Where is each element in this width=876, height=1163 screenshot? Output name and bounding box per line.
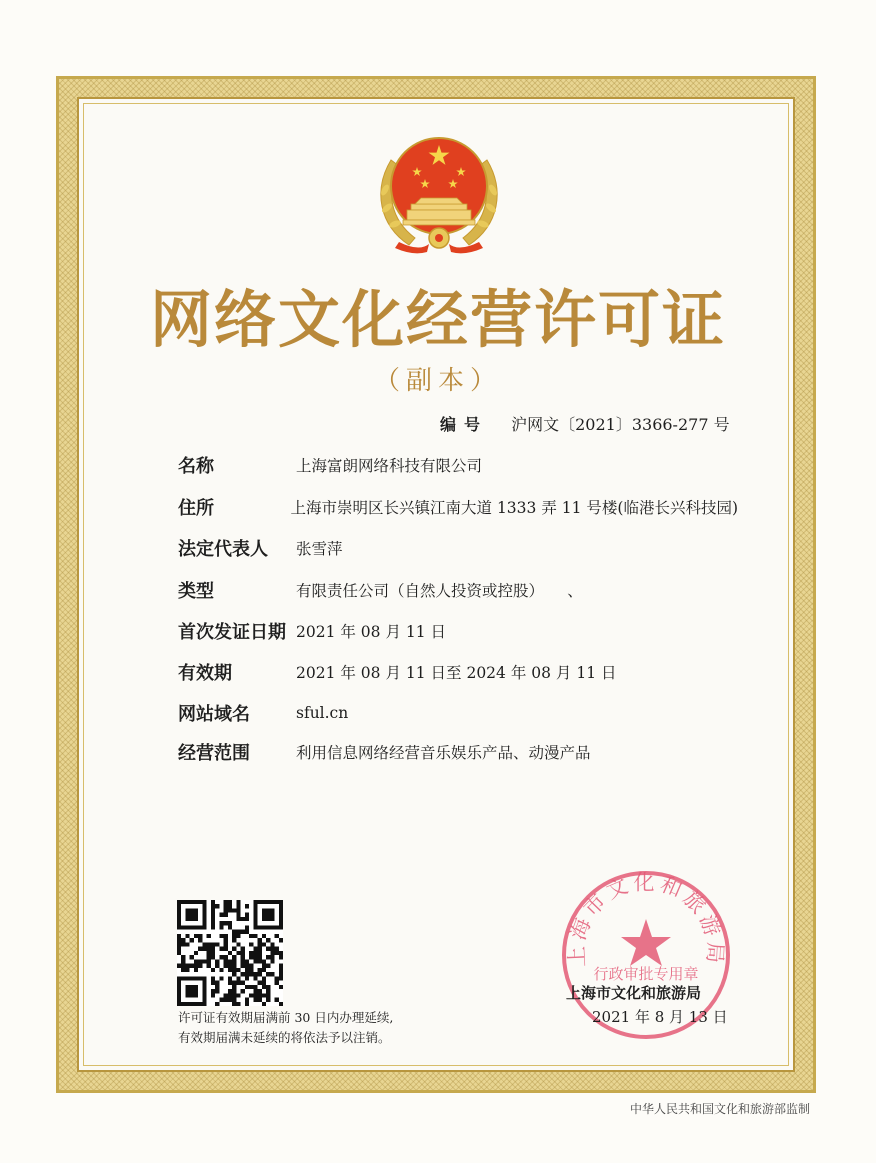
serial-value: 沪网文〔2021〕3366-277 号 [511,415,730,434]
field-validity-period [178,657,738,687]
field-business-scope [178,737,738,767]
field-value: 2021 年 08 月 11 日 [296,623,447,641]
supervisor-footer: 中华人民共和国文化和旅游部监制 [630,1102,811,1116]
seal-arc-text: 上海市文化和旅游局 [564,870,728,968]
field-name [178,450,738,480]
field-value: 张雪萍 [296,540,343,558]
field-website-domain [178,698,738,728]
qr-code-icon [177,900,283,1006]
field-value: 上海市崇明区长兴镇江南大道 1333 弄 11 号楼(临港长兴科技园) [290,499,738,517]
serial-number [440,412,730,435]
field-address [178,492,738,522]
field-label: 网站域名 [178,704,250,725]
national-emblem-icon [369,120,509,260]
issuing-authority: 上海市文化和旅游局 [566,984,702,1002]
field-label: 名称 [178,456,214,477]
certificate-title: 网络文化经营许可证 [149,283,726,356]
field-label: 经营范围 [178,743,250,764]
certificate-subtitle: （副本） [373,366,502,396]
field-value: 利用信息网络经营音乐娱乐产品、动漫产品 [296,744,591,762]
field-label: 类型 [178,581,214,602]
field-label: 首次发证日期 [178,622,286,643]
field-label: 住所 [178,498,214,519]
field-legal-representative [178,533,738,563]
validity-note-line-1: 许可证有效期届满前 30 日内办理延续, [178,1010,394,1025]
seal-subtext: 行政审批专用章 [593,965,699,983]
field-value: sful.cn [296,704,349,722]
field-label: 法定代表人 [178,539,268,560]
field-label: 有效期 [178,663,232,684]
field-value: 有限责任公司（自然人投资或控股） 、 [296,582,583,600]
field-first-issue-date [178,616,738,646]
field-value: 上海富朗网络科技有限公司 [296,457,483,475]
serial-label: 编号 [440,415,489,434]
field-value: 2021 年 08 月 11 日至 2024 年 08 月 11 日 [296,664,617,682]
field-company-type [178,575,738,605]
validity-note-line-2: 有效期届满未延续的将依法予以注销。 [178,1030,391,1045]
issue-date: 2021 年 8 月 13 日 [592,1008,728,1026]
